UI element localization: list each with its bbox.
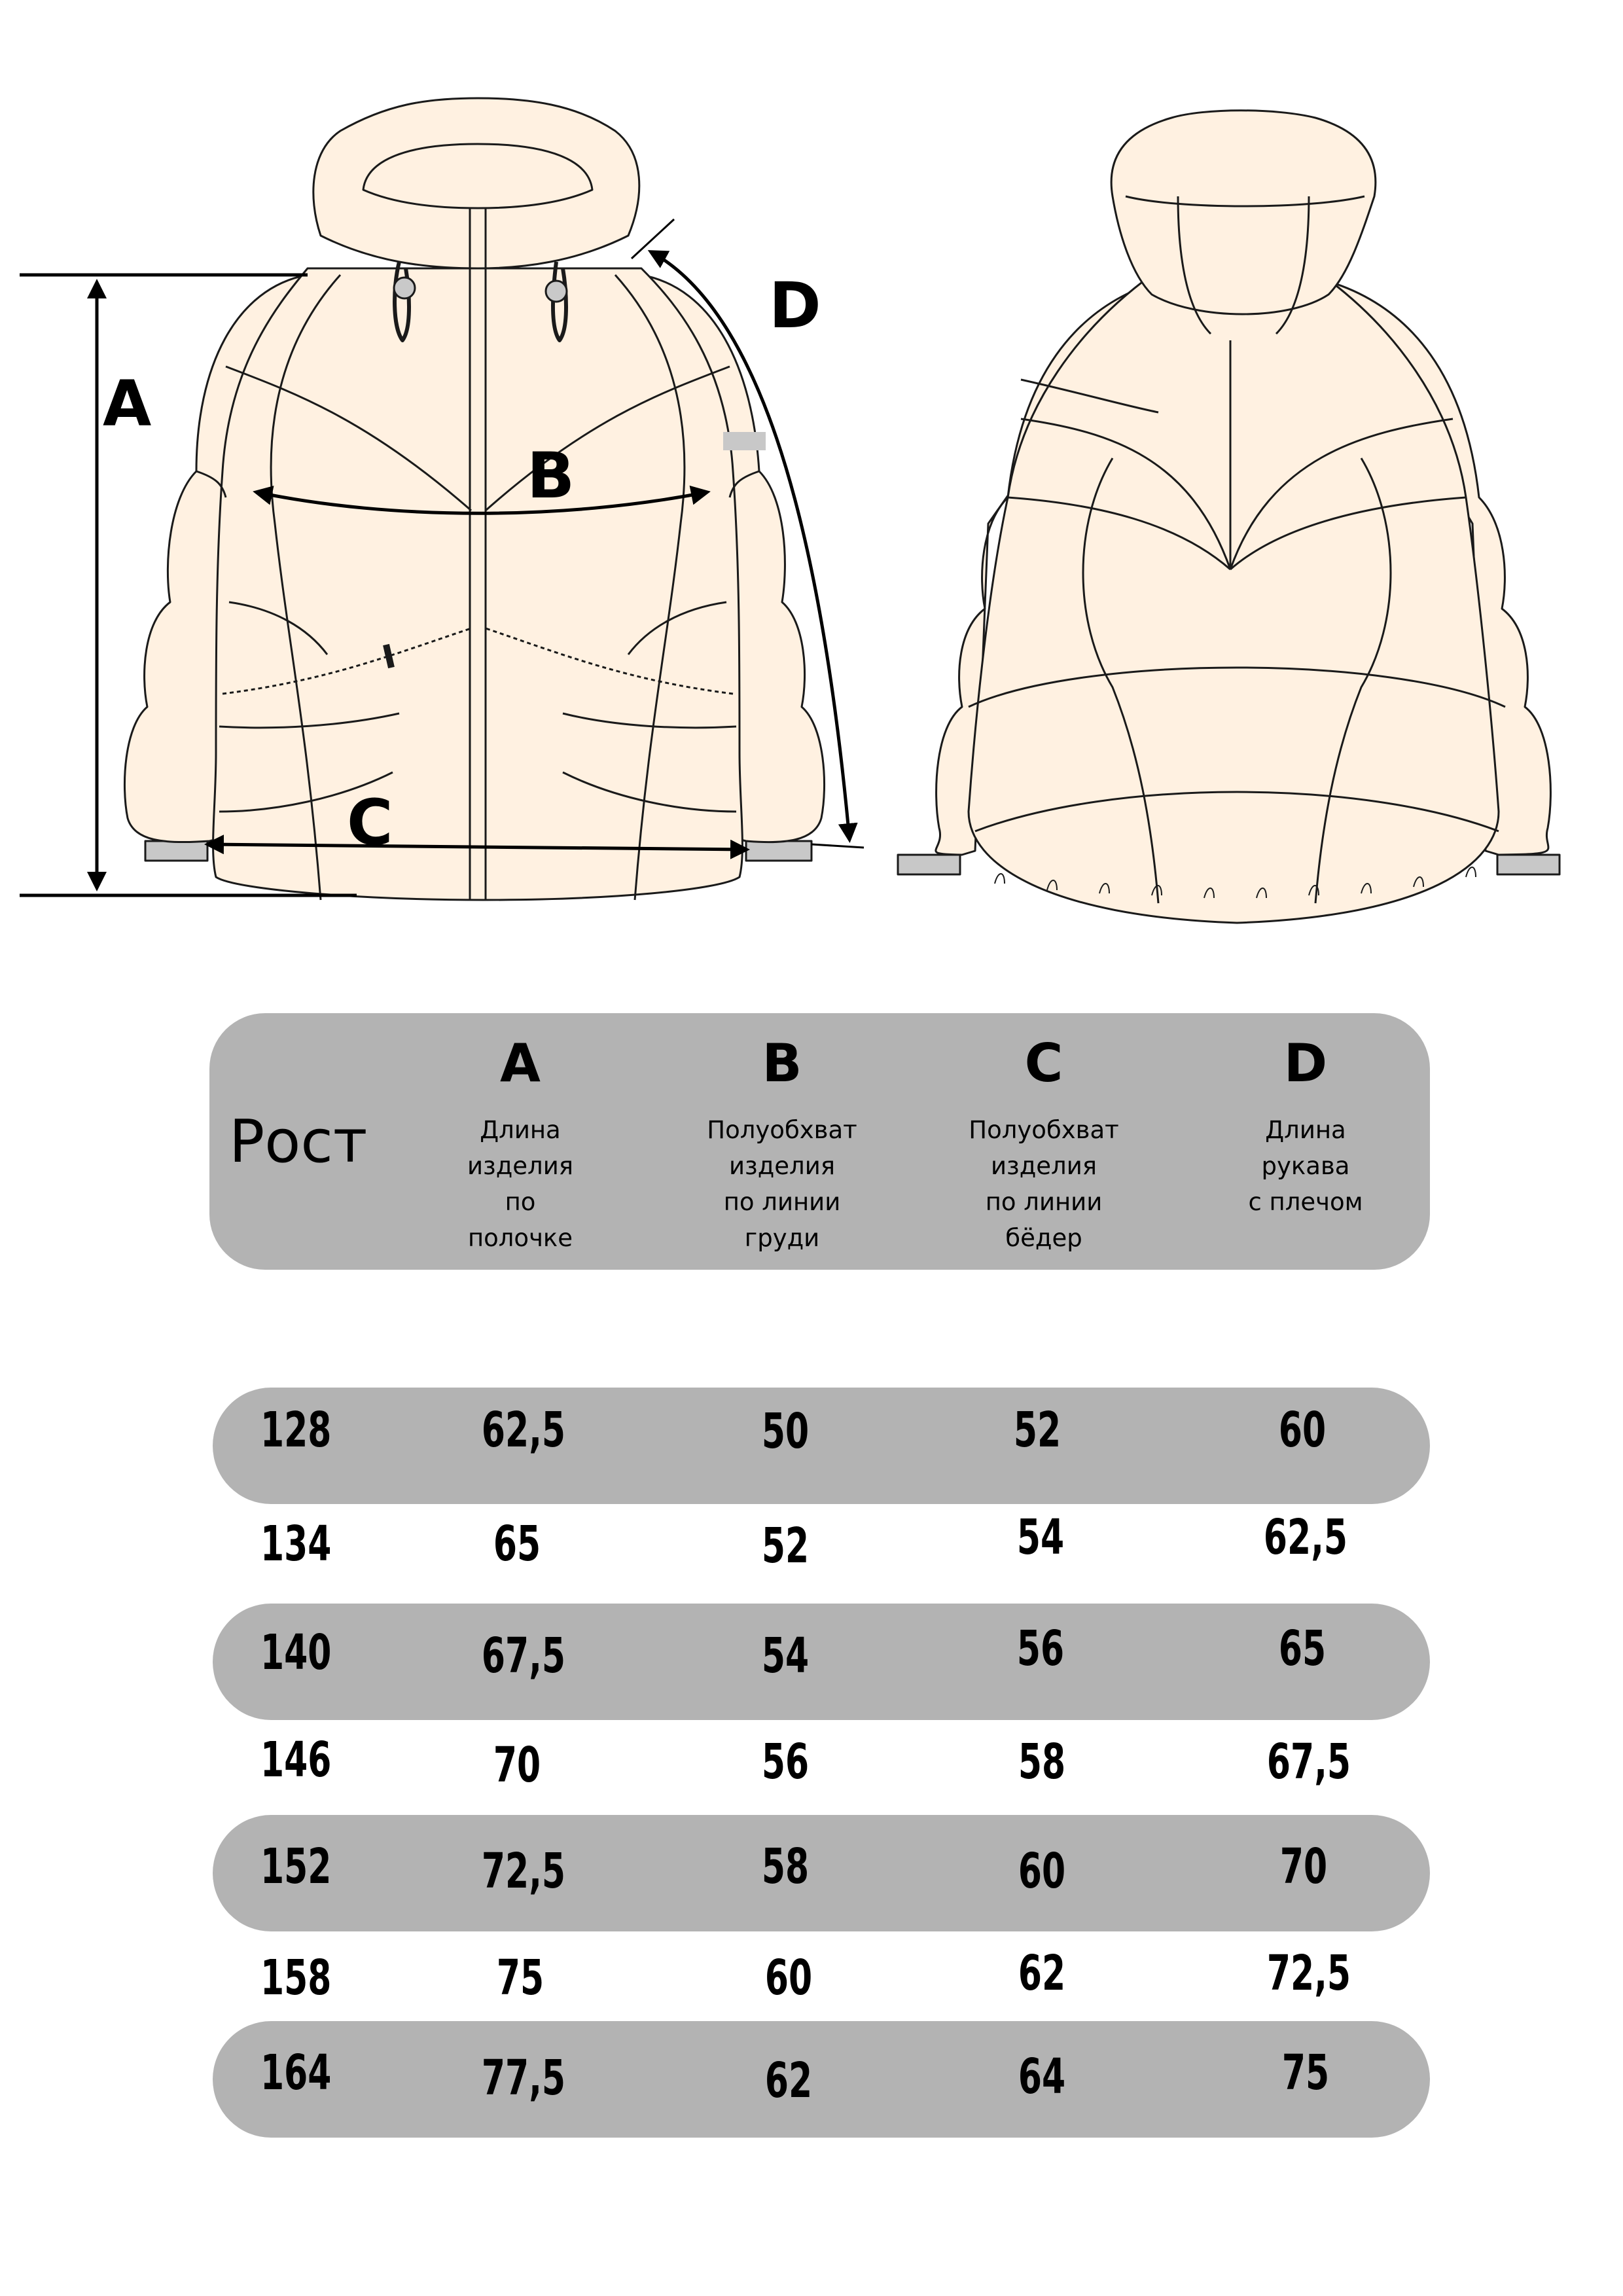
header-desc-c: Полуобхват изделия по линии бёдер	[969, 1116, 1119, 1252]
cell-rost: 140	[260, 1624, 332, 1681]
header-desc-d: Длина рукава с плечом	[1248, 1116, 1363, 1216]
jacket-back-view	[898, 111, 1560, 923]
cell-b: 58	[761, 1839, 810, 1895]
cell-b: 54	[761, 1628, 810, 1684]
dim-d-tick-bottom	[812, 844, 864, 848]
cell-rost: 134	[260, 1516, 332, 1572]
cell-a: 77,5	[481, 2050, 566, 2106]
cell-a: 75	[496, 1950, 544, 2006]
cell-c: 56	[1016, 1621, 1065, 1677]
cell-rost: 164	[260, 2045, 332, 2101]
cell-rost: 128	[260, 1402, 332, 1458]
cell-b: 52	[761, 1518, 810, 1574]
cell-d: 75	[1281, 2045, 1330, 2101]
back-right-cuff	[1497, 855, 1560, 874]
cell-c: 52	[1013, 1402, 1061, 1458]
header-col-c	[946, 1033, 1142, 1256]
cell-b: 50	[761, 1403, 810, 1460]
right-cuff	[746, 841, 812, 861]
cell-d: 72,5	[1266, 1945, 1351, 2001]
cell-a: 67,5	[481, 1628, 566, 1684]
cell-a: 70	[493, 1737, 541, 1793]
cell-a: 72,5	[481, 1843, 566, 1899]
cell-d: 60	[1278, 1402, 1327, 1458]
cell-c: 62	[1018, 1945, 1066, 2001]
header-desc-b: Полуобхват изделия по линии груди	[707, 1116, 857, 1252]
header-letter-a: A	[500, 1033, 541, 1094]
jacket-measurement-diagram	[0, 0, 1623, 949]
dim-d-label: D	[769, 269, 821, 342]
cell-d: 62,5	[1263, 1509, 1348, 1566]
cell-b: 56	[761, 1734, 810, 1790]
back-left-cuff	[898, 855, 960, 874]
cell-b: 60	[764, 1950, 813, 2006]
cell-d: 70	[1279, 1839, 1328, 1895]
cell-c: 58	[1018, 1734, 1066, 1790]
dim-a-label: A	[103, 367, 152, 440]
left-cuff	[145, 841, 207, 861]
header-letter-c: C	[1024, 1033, 1063, 1094]
dim-c-label: C	[347, 786, 393, 859]
header-rost: Рост	[229, 1107, 368, 1176]
cell-b: 62	[764, 2053, 813, 2109]
cell-d: 65	[1278, 1621, 1327, 1677]
cell-c: 54	[1016, 1509, 1065, 1566]
jacket-front-view	[124, 98, 824, 900]
header-col-d	[1207, 1033, 1404, 1220]
cell-c: 64	[1018, 2049, 1066, 2105]
cell-rost: 158	[260, 1950, 332, 2006]
cell-a: 62,5	[481, 1402, 566, 1458]
header-col-b	[684, 1033, 880, 1256]
cell-a: 65	[493, 1516, 541, 1572]
header-letter-b: B	[762, 1033, 802, 1094]
header-col-a	[422, 1033, 618, 1256]
header-letter-d: D	[1283, 1033, 1328, 1094]
header-desc-a: Длина изделия по полочке	[467, 1116, 574, 1252]
back-hood	[1111, 111, 1376, 314]
cell-rost: 152	[260, 1839, 332, 1895]
cell-d: 67,5	[1266, 1734, 1351, 1790]
cell-rost: 146	[260, 1732, 332, 1788]
cell-c: 60	[1018, 1843, 1066, 1899]
dim-b-label: B	[527, 439, 575, 512]
